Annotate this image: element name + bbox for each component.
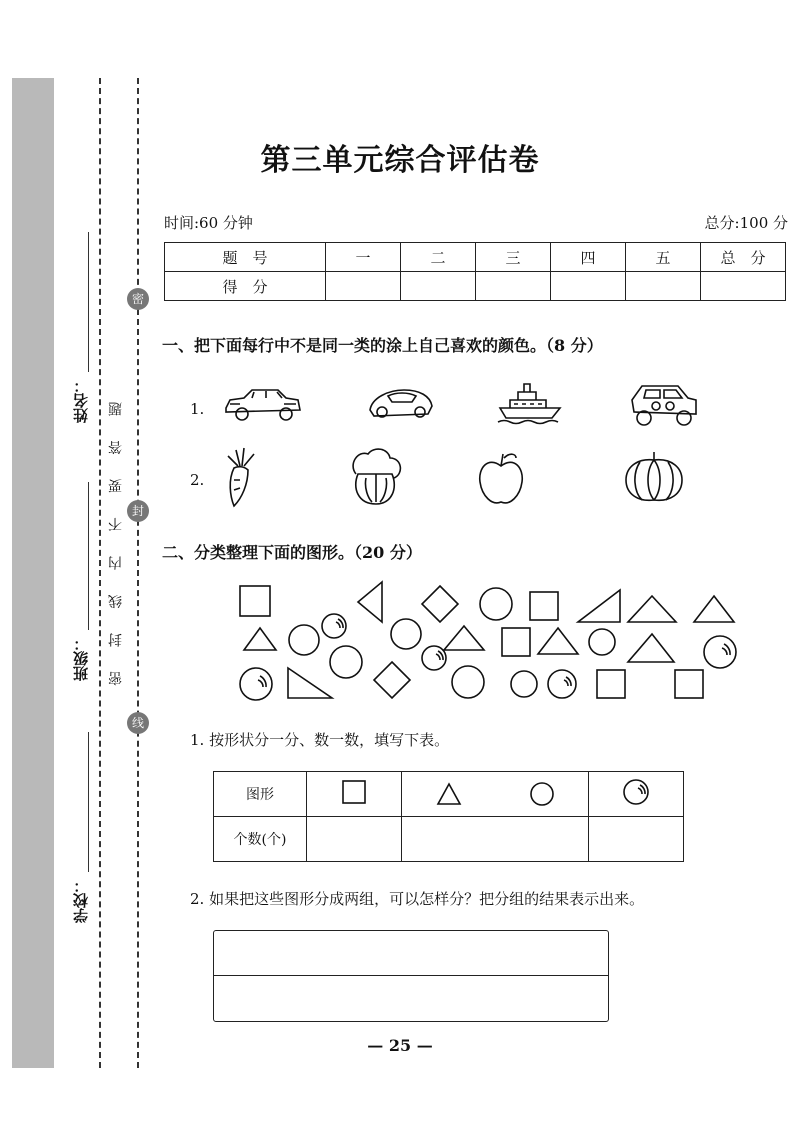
square-shape (675, 670, 703, 698)
answer-box-divider (214, 975, 608, 976)
square-icon (341, 779, 367, 805)
row-1-number: 1. (190, 400, 205, 418)
binding-margin-bar (12, 78, 54, 1068)
shape-count-table (213, 771, 684, 862)
seal-xian: 线 (127, 712, 149, 734)
count-cell-triangle-circle[interactable] (402, 817, 589, 862)
seal-feng: 封 (127, 500, 149, 522)
section-2-heading: 二、分类整理下面的图形。（20 分） (162, 543, 422, 562)
name-line (88, 232, 89, 372)
triangle-shape (578, 590, 620, 622)
cut-line-inner (137, 78, 139, 1068)
name-label: 姓名： (72, 378, 90, 423)
car-icon[interactable] (222, 382, 304, 426)
row-2-number: 2. (190, 471, 205, 489)
seal-mi: 密 (127, 288, 149, 310)
grouping-answer-box[interactable] (213, 930, 609, 1022)
page-title: 第三单元综合评估卷 (260, 143, 540, 178)
time-limit: 时间:60 分钟 (164, 214, 253, 232)
table-label-shape: 图形 (214, 772, 307, 817)
circle-shape (589, 629, 615, 655)
score-cell-2[interactable] (401, 272, 476, 301)
score-header-total: 总 分 (701, 243, 786, 272)
question-2-text: 2. 如果把这些图形分成两组，可以怎样分？把分组的结果表示出来。 (190, 890, 645, 908)
triangle-shape (244, 628, 276, 650)
shapes-collection (228, 578, 742, 706)
triangle-shape (538, 628, 578, 654)
count-cell-sphere[interactable] (589, 817, 684, 862)
question-1-text: 1. 按形状分一分、数一数，填写下表。 (190, 731, 450, 749)
score-cell-1[interactable] (326, 272, 401, 301)
header-triangle-circle (402, 772, 589, 817)
circle-shape (452, 666, 484, 698)
circle-shape (511, 671, 537, 697)
circle-shape (289, 625, 319, 655)
apple-icon[interactable] (476, 450, 526, 508)
seal-line-note: 密 封 线 内 不 要 答 题 (108, 392, 124, 686)
square-shape (240, 586, 270, 616)
circle-icon (529, 781, 555, 807)
class-line (88, 482, 89, 630)
school-line (88, 732, 89, 872)
diamond-shape (374, 662, 410, 698)
score-cell-5[interactable] (626, 272, 701, 301)
triangle-shape (358, 582, 382, 622)
score-header-5: 五 (626, 243, 701, 272)
count-cell-square[interactable] (307, 817, 402, 862)
score-header-4: 四 (551, 243, 626, 272)
triangle-shape (694, 596, 734, 622)
square-shape (530, 592, 558, 620)
triangle-shape (628, 634, 674, 662)
table-label-count: 个数(个) (214, 817, 307, 862)
sphere-shape (704, 636, 736, 668)
circle-shape (391, 619, 421, 649)
pumpkin-icon[interactable] (622, 450, 686, 504)
triangle-shape (628, 596, 676, 622)
score-cell-3[interactable] (476, 272, 551, 301)
cabbage-icon[interactable] (346, 444, 406, 508)
score-cell-4[interactable] (551, 272, 626, 301)
page-number: — 25 — (367, 1036, 433, 1055)
sphere-icon (622, 778, 650, 806)
carrot-icon[interactable] (222, 446, 262, 510)
score-row-label: 得 分 (165, 272, 326, 301)
sports-car-icon[interactable] (366, 384, 436, 422)
score-cell-total[interactable] (701, 272, 786, 301)
class-label: 班级： (72, 636, 90, 681)
sphere-shape (240, 668, 272, 700)
square-shape (502, 628, 530, 656)
triangle-shape (444, 626, 484, 650)
score-header-1: 一 (326, 243, 401, 272)
header-sphere (589, 772, 684, 817)
score-header-2: 二 (401, 243, 476, 272)
section-1-heading: 一、把下面每行中不是同一类的涂上自己喜欢的颜色。（8 分） (162, 336, 603, 355)
triangle-shape (288, 668, 332, 698)
school-label: 学校： (72, 878, 90, 923)
diamond-shape (422, 586, 458, 622)
ship-icon[interactable] (496, 380, 564, 426)
score-header-label: 题 号 (165, 243, 326, 272)
cartoon-car-icon[interactable] (626, 378, 700, 430)
circle-shape (480, 588, 512, 620)
score-table (164, 242, 786, 301)
square-shape (597, 670, 625, 698)
circle-shape (330, 646, 362, 678)
cut-line-outer (99, 78, 101, 1068)
total-score: 总分:100 分 (704, 214, 788, 232)
score-header-3: 三 (476, 243, 551, 272)
triangle-icon (436, 782, 462, 806)
header-square (307, 772, 402, 817)
